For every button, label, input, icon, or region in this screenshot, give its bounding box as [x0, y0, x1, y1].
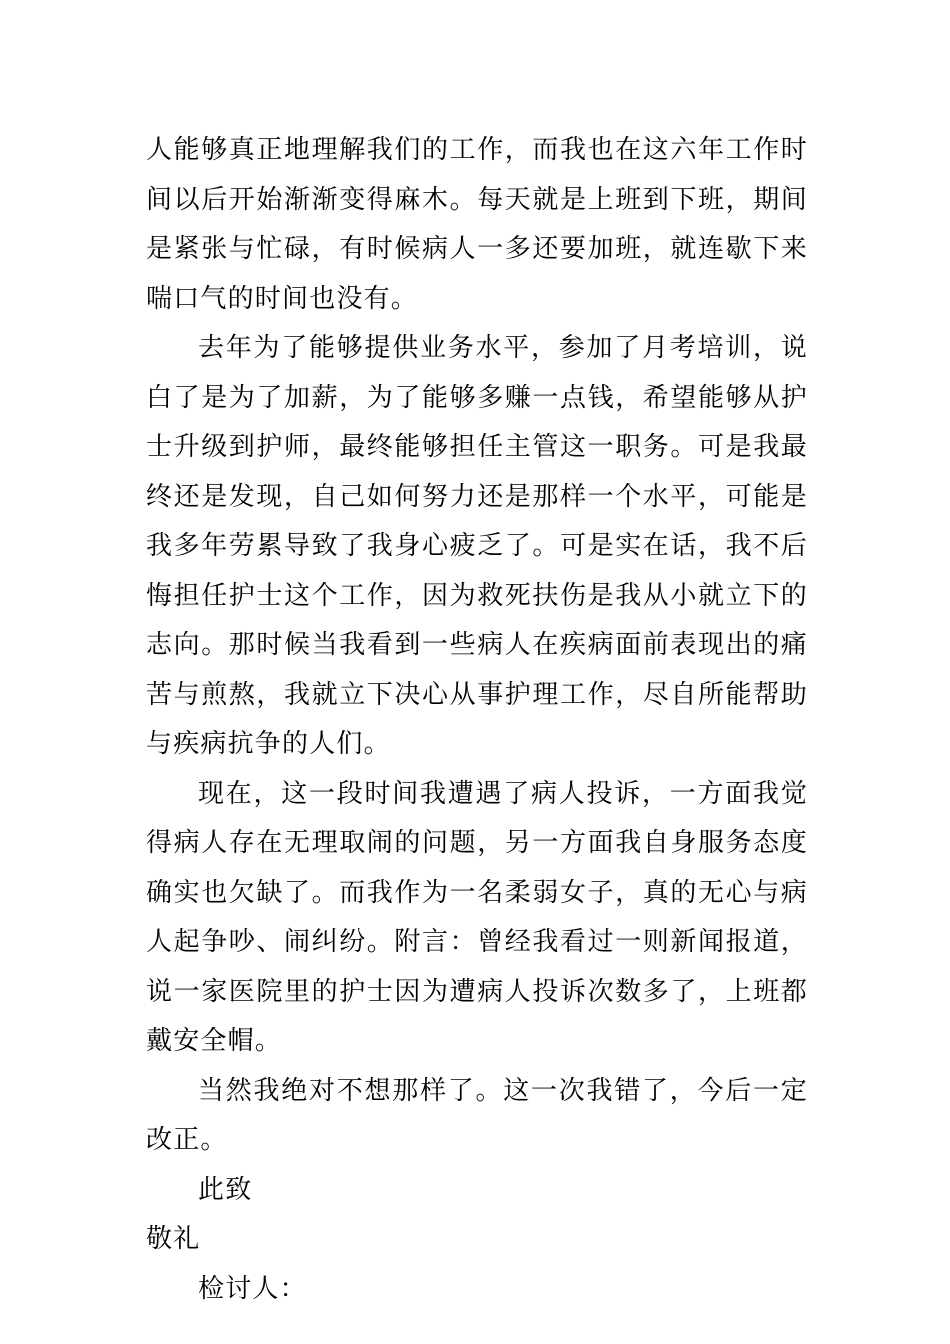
paragraph-resolution: 当然我绝对不想那样了。这一次我错了，今后一定改正。 — [146, 1075, 808, 1155]
paragraph-training: 去年为了能够提供业务水平，参加了月考培训，说白了是为了加薪，为了能够多赚一点钱，希望能够从护士升级到护师，最终能够担任主管这一职务。可是我最终还是发现，自己如何努力还是那样一个水平，可能是我多年劳累导致了我身心疲乏了。可是实在话，我不后悔担任护士这个工作，因为救死扶伤是我从小就立下的志向。那时候当我看到一些病人在疾病面前表现出的痛苦与煎熬，我就立下决心从事护理工作，尽自所能帮助与疾病抗争的人们。 — [146, 333, 808, 759]
paragraph-complaint: 现在，这一段时间我遭遇了病人投诉，一方面我觉得病人存在无理取闹的问题，另一方面我自身服务态度确实也欠缺了。而我作为一名柔弱女子，真的无心与病人起争吵、闹纠纷。附言：曾经我看过一则新闻报道，说一家医院里的护士因为遭病人投诉次数多了，上班都戴安全帽。 — [146, 778, 808, 1056]
paragraph-continuation: 人能够真正地理解我们的工作，而我也在这六年工作时间以后开始渐渐变得麻木。每天就是上班到下班，期间是紧张与忙碌，有时候病人一多还要加班，就连歇下来喘口气的时间也没有。 — [146, 135, 808, 314]
signature-label: 检讨人： — [198, 1273, 307, 1304]
closing-regards: 敬礼 — [146, 1224, 201, 1254]
closing-salutation: 此致 — [198, 1174, 253, 1205]
document-body — [146, 126, 808, 1314]
